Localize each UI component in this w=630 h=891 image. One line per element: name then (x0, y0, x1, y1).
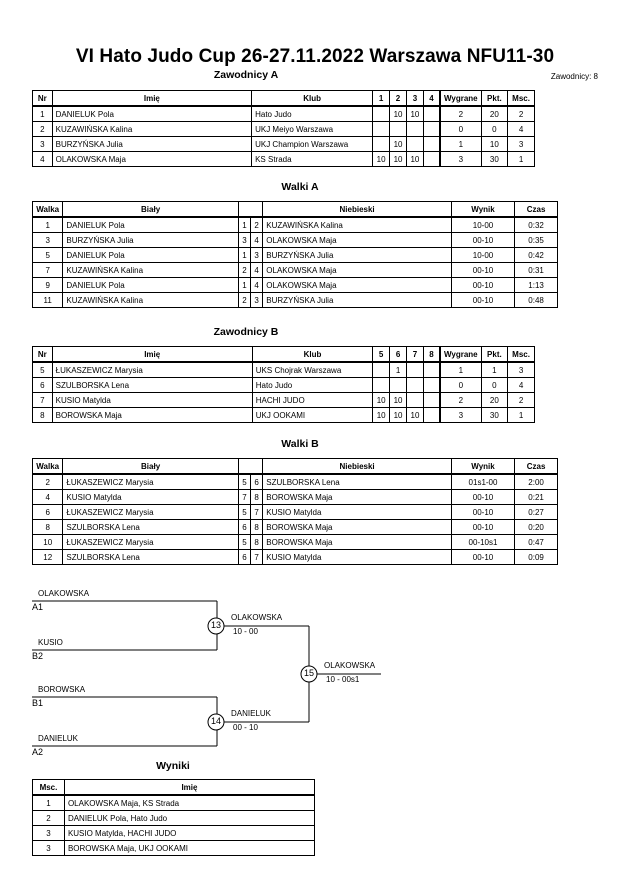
walki-a-title: Walki A (281, 181, 319, 193)
cell-result: 10 (390, 152, 407, 167)
cell-blue-nr: 8 (251, 520, 263, 535)
competitors-count: Zawodnicy: 8 (550, 72, 598, 81)
cell-result: 00-10 (451, 263, 514, 278)
cell-result: 00-10 (451, 520, 514, 535)
col-club: Klub (252, 347, 372, 363)
table-row (33, 795, 315, 811)
cell-place: 3 (33, 826, 65, 841)
cell-fight: 10 (33, 535, 63, 550)
bracket-seed4-label: A2 (32, 747, 44, 757)
cell-place: 3 (33, 841, 65, 856)
cell-white-nr: 1 (238, 278, 250, 293)
cell-result: 10 (406, 106, 423, 122)
fight-15-winner: OLAKOWSKA (324, 661, 376, 670)
cell-fight: 3 (33, 233, 63, 248)
fight-14-winner: DANIELUK (231, 709, 272, 718)
cell-pts: 30 (481, 408, 508, 423)
cell-white: BURZYŃSKA Julia (63, 233, 238, 248)
cell-nr: 7 (33, 393, 53, 408)
cell-name: DANIELUK Pola, Hato Judo (64, 811, 314, 826)
cell-time: 0:27 (515, 505, 558, 520)
cell-name: OLAKOWSKA Maja (52, 152, 251, 167)
cell-fight: 11 (33, 293, 63, 308)
table-row (33, 841, 315, 856)
cell-fight: 2 (33, 474, 63, 490)
cell-place: 4 (508, 378, 535, 393)
col-time: Czas (515, 459, 558, 475)
cell-name: BOROWSKA Maja (52, 408, 252, 423)
col-opp: 6 (390, 347, 407, 363)
cell-name: KUSIO Matylda, HACHI JUDO (64, 826, 314, 841)
cell-blue-nr: 2 (251, 217, 263, 233)
cell-time: 0:32 (515, 217, 558, 233)
col-pts: Pkt. (481, 347, 508, 363)
bracket-seed4-name: DANIELUK (38, 734, 79, 743)
fight-14-number: 14 (210, 716, 221, 726)
cell-name: KUZAWIŃSKA Kalina (52, 122, 251, 137)
cell-white: SZULBORSKA Lena (63, 550, 238, 565)
col-place: Msc. (33, 780, 65, 796)
cell-white-nr: 2 (238, 293, 250, 308)
cell-blue: BURZYŃSKA Julia (263, 248, 452, 263)
col-opp: 4 (423, 91, 440, 107)
cell-blue: SZULBORSKA Lena (263, 474, 452, 490)
cell-time: 0:35 (515, 233, 558, 248)
cell-club: KS Strada (252, 152, 373, 167)
cell-blue-nr: 7 (251, 505, 263, 520)
fight-13-score: 10 - 00 (233, 627, 258, 636)
table-row (33, 811, 315, 826)
cell-pts: 0 (481, 122, 508, 137)
col-time: Czas (515, 202, 558, 218)
cell-fight: 5 (33, 248, 63, 263)
cell-time: 0:47 (515, 535, 558, 550)
cell-fight: 4 (33, 490, 63, 505)
col-wins: Wygrane (440, 347, 481, 363)
col-opp: 1 (373, 91, 390, 107)
cell-blue: OLAKOWSKA Maja (263, 233, 452, 248)
cell-blue: KUZAWIŃSKA Kalina (263, 217, 452, 233)
section-a-title: Zawodnicy A (213, 69, 279, 81)
cell-blue-nr: 4 (251, 233, 263, 248)
cell-white: DANIELUK Pola (63, 278, 238, 293)
col-blue: Niebieski (263, 459, 452, 475)
cell-result: 00-10 (451, 490, 514, 505)
col-name: Imię (64, 780, 314, 796)
col-opp: 5 (373, 347, 390, 363)
cell-nr: 8 (33, 408, 53, 423)
cell-blue-nr: 3 (251, 293, 263, 308)
cell-white-nr: 1 (238, 217, 250, 233)
cell-pts: 10 (481, 137, 508, 152)
cell-result: 00-10 (451, 505, 514, 520)
cell-blue-nr: 6 (251, 474, 263, 490)
col-white: Biały (63, 459, 238, 475)
col-result: Wynik (451, 202, 514, 218)
fight-14-score: 00 - 10 (233, 723, 258, 732)
fight-13-number: 13 (210, 620, 221, 630)
cell-place: 2 (33, 811, 65, 826)
cell-fight: 8 (33, 520, 63, 535)
cell-blue: BOROWSKA Maja (263, 535, 452, 550)
cell-result: 00-10 (451, 233, 514, 248)
cell-white: DANIELUK Pola (63, 248, 238, 263)
bracket-seed2-name: KUSIO (38, 638, 63, 647)
results-table (32, 779, 315, 856)
cell-wins: 2 (440, 106, 481, 122)
cell-name: DANIELUK Pola (52, 106, 251, 122)
cell-blue-nr: 3 (251, 248, 263, 263)
cell-club: UKS Chojrak Warszawa (252, 362, 372, 378)
cell-name: SZULBORSKA Lena (52, 378, 252, 393)
cell-result: 00-10 (451, 550, 514, 565)
cell-name: KUSIO Matylda (52, 393, 252, 408)
cell-blue-nr: 4 (251, 278, 263, 293)
cell-fight: 9 (33, 278, 63, 293)
cell-result: 10-00 (451, 248, 514, 263)
cell-blue: KUSIO Matylda (263, 550, 452, 565)
col-opp: 3 (406, 91, 423, 107)
cell-wins: 1 (440, 137, 481, 152)
fight-15-score: 10 - 00s1 (326, 675, 360, 684)
cell-result: 10 (373, 152, 390, 167)
cell-time: 0:09 (515, 550, 558, 565)
fight-13-winner: OLAKOWSKA (231, 613, 283, 622)
cell-result: 10 (407, 408, 424, 423)
cell-result: 10 (406, 152, 423, 167)
cell-blue: KUSIO Matylda (263, 505, 452, 520)
cell-nr: 4 (33, 152, 53, 167)
cell-blue: OLAKOWSKA Maja (263, 278, 452, 293)
page-title: VI Hato Judo Cup 26-27.11.2022 Warszawa NFU11-30 (75, 46, 555, 67)
cell-time: 2:00 (515, 474, 558, 490)
bracket-seed3-name: BOROWSKA (38, 685, 86, 694)
col-club: Klub (252, 91, 373, 107)
cell-wins: 3 (440, 152, 481, 167)
col-wins: Wygrane (440, 91, 481, 107)
cell-pts: 20 (481, 393, 508, 408)
bracket-seed2-label: B2 (32, 651, 44, 661)
cell-result: 10 (373, 393, 390, 408)
cell-name: BURZYŃSKA Julia (52, 137, 251, 152)
cell-place: 1 (508, 408, 535, 423)
cell-white: SZULBORSKA Lena (63, 520, 238, 535)
cell-result: 10 (390, 393, 407, 408)
cell-pts: 20 (481, 106, 508, 122)
cell-result: 1 (390, 362, 407, 378)
cell-white: KUSIO Matylda (63, 490, 238, 505)
bracket-seed3-label: B1 (32, 698, 44, 708)
cell-result: 10 (373, 408, 390, 423)
cell-nr: 5 (33, 362, 53, 378)
bracket-seed1-label: A1 (32, 602, 44, 612)
cell-time: 0:21 (515, 490, 558, 505)
col-place: Msc. (508, 91, 535, 107)
cell-result: 10 (390, 106, 407, 122)
cell-name: OLAKOWSKA Maja, KS Strada (64, 795, 314, 811)
col-fight: Walka (33, 202, 63, 218)
cell-white: KUZAWIŃSKA Kalina (63, 293, 238, 308)
cell-pts: 30 (481, 152, 508, 167)
cell-place: 3 (508, 137, 535, 152)
results-title: Wyniki (156, 760, 190, 772)
cell-nr: 1 (33, 106, 53, 122)
cell-place: 1 (33, 795, 65, 811)
cell-fight: 1 (33, 217, 63, 233)
cell-wins: 3 (440, 408, 481, 423)
cell-club: UKJ Meiyo Warszawa (252, 122, 373, 137)
cell-club: HACHI JUDO (252, 393, 372, 408)
cell-place: 3 (508, 362, 535, 378)
table-row (33, 826, 315, 841)
cell-pts: 0 (481, 378, 508, 393)
cell-nr: 2 (33, 122, 53, 137)
cell-club: UKJ OOKAMI (252, 408, 372, 423)
cell-name: ŁUKASZEWICZ Marysia (52, 362, 252, 378)
cell-fight: 6 (33, 505, 63, 520)
cell-wins: 0 (440, 378, 481, 393)
cell-nr: 6 (33, 378, 53, 393)
col-name: Imię (52, 91, 251, 107)
cell-white-nr: 6 (238, 520, 250, 535)
cell-time: 0:31 (515, 263, 558, 278)
cell-blue-nr: 8 (251, 535, 263, 550)
cell-blue-nr: 4 (251, 263, 263, 278)
fight-15-number: 15 (303, 668, 314, 678)
cell-result: 00-10 (451, 278, 514, 293)
cell-blue: BOROWSKA Maja (263, 520, 452, 535)
col-place: Msc. (508, 347, 535, 363)
cell-result: 10 (390, 408, 407, 423)
cell-result: 10 (390, 137, 407, 152)
cell-white: ŁUKASZEWICZ Marysia (63, 474, 238, 490)
cell-white-nr: 2 (238, 263, 250, 278)
cell-white-nr: 5 (238, 535, 250, 550)
walki-b-title: Walki B (281, 438, 319, 450)
cell-place: 2 (508, 106, 535, 122)
cell-time: 0:48 (515, 293, 558, 308)
col-pts: Pkt. (481, 91, 508, 107)
cell-blue: BURZYŃSKA Julia (263, 293, 452, 308)
cell-blue-nr: 7 (251, 550, 263, 565)
cell-white-nr: 6 (238, 550, 250, 565)
cell-white: ŁUKASZEWICZ Marysia (63, 505, 238, 520)
cell-wins: 1 (440, 362, 481, 378)
col-opp: 2 (390, 91, 407, 107)
cell-fight: 12 (33, 550, 63, 565)
cell-name: BOROWSKA Maja, UKJ OOKAMI (64, 841, 314, 856)
cell-blue-nr: 8 (251, 490, 263, 505)
cell-white: DANIELUK Pola (63, 217, 238, 233)
cell-place: 1 (508, 152, 535, 167)
cell-white-nr: 5 (238, 505, 250, 520)
cell-blue: OLAKOWSKA Maja (263, 263, 452, 278)
cell-time: 0:20 (515, 520, 558, 535)
cell-result: 00-10s1 (451, 535, 514, 550)
cell-fight: 7 (33, 263, 63, 278)
cell-blue: BOROWSKA Maja (263, 490, 452, 505)
col-blue: Niebieski (263, 202, 452, 218)
col-nr: Nr (33, 91, 53, 107)
col-fight: Walka (33, 459, 63, 475)
cell-time: 1:13 (515, 278, 558, 293)
cell-club: Hato Judo (252, 378, 372, 393)
cell-pts: 1 (481, 362, 508, 378)
cell-white-nr: 3 (238, 233, 250, 248)
cell-wins: 2 (440, 393, 481, 408)
col-opp: 8 (423, 347, 440, 363)
cell-club: UKJ Champion Warszawa (252, 137, 373, 152)
cell-time: 0:42 (515, 248, 558, 263)
cell-club: Hato Judo (252, 106, 373, 122)
col-opp: 7 (407, 347, 424, 363)
cell-result: 00-10 (451, 293, 514, 308)
bracket-seed1-name: OLAKOWSKA (38, 589, 90, 598)
cell-wins: 0 (440, 122, 481, 137)
cell-nr: 3 (33, 137, 53, 152)
cell-white: ŁUKASZEWICZ Marysia (63, 535, 238, 550)
cell-place: 4 (508, 122, 535, 137)
col-result: Wynik (451, 459, 514, 475)
col-nr: Nr (33, 347, 53, 363)
section-b-title: Zawodnicy B (213, 326, 279, 338)
cell-white: KUZAWIŃSKA Kalina (63, 263, 238, 278)
cell-place: 2 (508, 393, 535, 408)
cell-white-nr: 7 (238, 490, 250, 505)
cell-result: 10-00 (451, 217, 514, 233)
cell-white-nr: 5 (238, 474, 250, 490)
col-name: Imię (52, 347, 252, 363)
col-white: Biały (63, 202, 238, 218)
cell-white-nr: 1 (238, 248, 250, 263)
cell-result: 01s1-00 (451, 474, 514, 490)
